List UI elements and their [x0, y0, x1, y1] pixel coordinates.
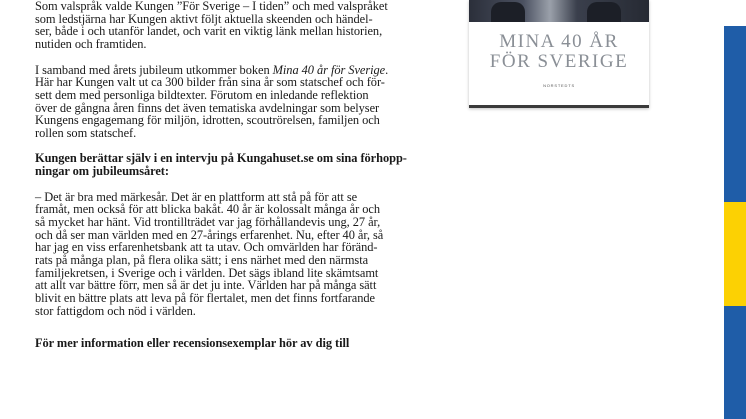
text-line: har jag en viss erfarenhetsbank att ta utav. Och omvärlden har föränd- — [35, 240, 378, 255]
text-line: framåt, men också för att blicka bakåt. 40 år är kolossalt många år och — [35, 202, 380, 217]
book-title-line: FÖR SVERIGE — [489, 51, 629, 72]
book-paragraph — [35, 64, 455, 140]
intro-paragraph — [35, 0, 455, 51]
text-line: För mer information eller recensionsexemplar hör av dig till — [35, 335, 350, 350]
cover-figure — [491, 2, 525, 22]
text-line: Kungen berättar själv i en intervju på Kungahuset.se om sina förhopp- — [35, 151, 407, 166]
book-cover-image — [469, 0, 649, 108]
text-line: att allt var bättre förr, men så är det ju inte. Världen har på många sätt — [35, 278, 377, 293]
text-line: rats på många plan, på flera olika sätt; i ens närhet med den närmsta — [35, 253, 369, 268]
contact-footer — [35, 337, 455, 350]
text-line: blivit en bättre plats att leva på för flertalet, men det finns fortfarande — [35, 291, 375, 306]
text-line: så mycket har hänt. Vid trontillträdet var jag förhållandevis ung, 27 år, — [35, 214, 381, 229]
text-line: ningar om jubileumsåret: — [35, 164, 169, 179]
book-title-reference: Mina 40 år för Sverige — [272, 62, 386, 77]
text-line: Här har Kungen valt ut ca 300 bilder från sina år som statschef och för- — [35, 75, 385, 90]
text-fragment: . — [385, 62, 389, 77]
text-line: Som valspråk valde Kungen ”För Sverige – I tiden” och med valspråket — [35, 0, 388, 13]
text-line: ser, både i och utanför landet, och varit en viktig länk mellan historien, — [35, 24, 383, 39]
text-line: över de gångna åren finns det även tematiska avdelningar som belyser — [35, 100, 380, 115]
flag-stripe-blue-top — [724, 26, 746, 202]
text-line: familjekretsen, i Sverige och i världen. Det sägs ibland lite skämtsamt — [35, 265, 379, 280]
text-line: som ledstjärna har Kungen aktivt följt aktuella skeenden och händel- — [35, 11, 373, 26]
cover-figure — [587, 2, 621, 22]
book-title-line: MINA 40 ÅR — [499, 31, 619, 52]
interview-heading — [35, 152, 455, 177]
text-line: Kungens engagemang för miljön, idrotten, scoutrörelsen, familjen och — [35, 113, 380, 128]
quote-paragraph — [35, 191, 455, 318]
book-edge — [469, 105, 649, 108]
text-line: och då ser man världen med en 27-årings erfarenhet. Nu, efter 40 år, så — [35, 227, 384, 242]
article-text — [35, 0, 455, 349]
text-line: stor fattigdom och nöd i världen. — [35, 303, 196, 318]
text-line: nutiden och framtiden. — [35, 37, 147, 52]
text-fragment: I samband med årets jubileum utkommer boken — [35, 62, 273, 77]
book-publisher: NORSTEDTS — [543, 83, 575, 88]
flag-stripe-blue-bottom — [724, 306, 746, 419]
text-line: rollen som statschef. — [35, 126, 137, 141]
flag-stripe-yellow — [724, 202, 746, 306]
text-line: sett dem med personliga bildtexter. Förutom en inledande reflektion — [35, 87, 369, 102]
cover-photo — [469, 0, 649, 22]
text-line: – Det är bra med märkesår. Det är en plattform att stå på för att se — [35, 189, 358, 204]
